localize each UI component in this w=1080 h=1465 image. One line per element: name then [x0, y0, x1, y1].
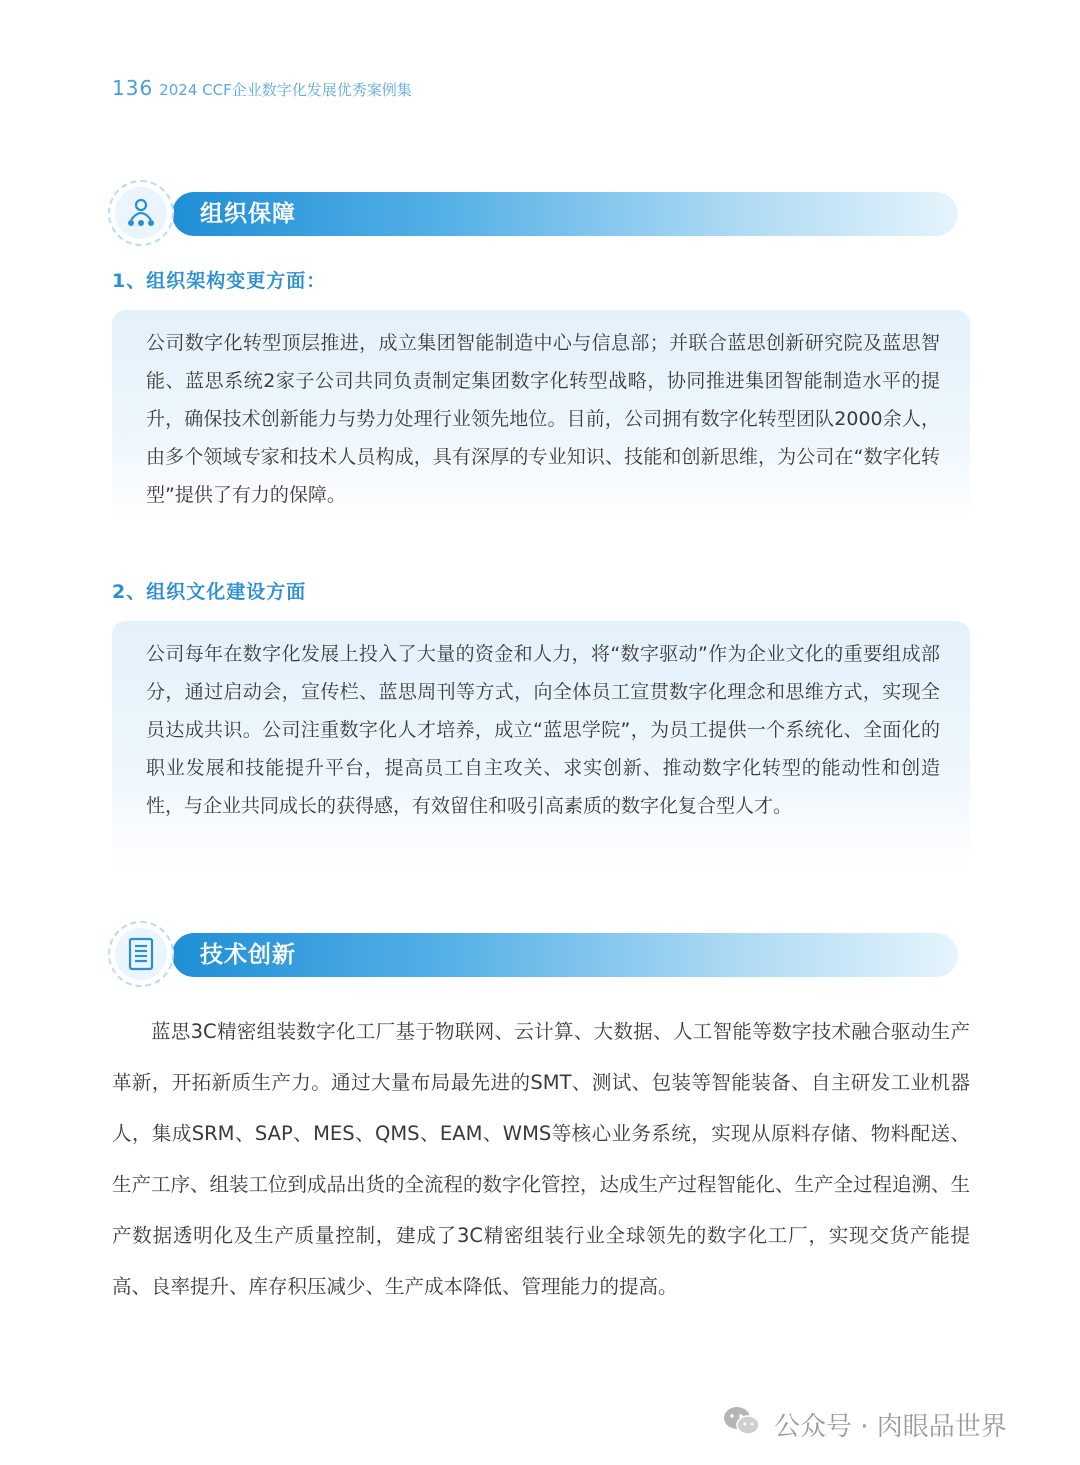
sub-heading-culture: 2、组织文化建设方面	[112, 581, 307, 603]
wechat-icon	[722, 1404, 762, 1445]
paragraph: 公司每年在数字化发展上投入了大量的资金和人力，将“数字驱动”作为企业文化的重要组成部分，通过启动会，宣传栏、蓝思周刊等方式，向全体员工宣贯数字化理念和思维方式，实现全员达成共识。公司注重数字化人才培养，成立“蓝思学院”，为员工提供一个系统化、全面化的职业发展和技能提升平台，提高员工自主攻关、求实创新、推动数字化转型的能动性和创造性，与企业共同成长的获得感，有效留住和吸引高素质的数字化复合型人才。	[146, 643, 940, 817]
watermark	[722, 1402, 1007, 1446]
watermark-text: 公众号 · 肉眼品世界	[774, 1411, 1007, 1442]
paragraph: 公司数字化转型顶层推进，成立集团智能制造中心与信息部；并联合蓝思创新研究院及蓝思智能、蓝思系统2家子公司共同负责制定集团数字化转型战略，协同推进集团智能制造水平的提升，确保技术创新能力与势力处理行业领先地位。目前，公司拥有数字化转型团队2000余人，由多个领域专家和技术人员构成，具有深厚的专业知识、技能和创新思维，为公司在“数字化转型”提供了有力的保障。	[146, 332, 940, 506]
text-box-structure	[112, 310, 970, 522]
section-title: 技术创新	[200, 942, 296, 968]
text-box-culture	[112, 621, 970, 871]
people-network-icon	[108, 180, 174, 246]
page-header	[112, 76, 412, 102]
section-banner-tech	[108, 921, 960, 991]
section-banner-organization	[108, 180, 960, 250]
page-number: 136	[112, 76, 154, 100]
sub-heading-structure: 1、组织架构变更方面：	[112, 270, 327, 292]
tech-paragraph: 蓝思3C精密组装数字化工厂基于物联网、云计算、大数据、人工智能等数字技术融合驱动生产革新，开拓新质生产力。通过大量布局最先进的SMT、测试、包装等智能装备、自主研发工业机器人，集成SRM、SAP、MES、QMS、EAM、WMS等核心业务系统，实现从原料存储、物料配送、生产工序、组装工位到成品出货的全流程的数字化管控，达成生产过程智能化、生产全过程追溯、生产数据透明化及生产质量控制，建成了3C精密组装行业全球领先的数字化工厂，实现交货产能提高、良率提升、库存积压减少、生产成本降低、管理能力的提高。	[112, 1020, 971, 1298]
server-document-icon	[108, 921, 174, 987]
publication-title: 2024 CCF企业数字化发展优秀案例集	[159, 81, 412, 99]
section-title: 组织保障	[200, 201, 296, 227]
